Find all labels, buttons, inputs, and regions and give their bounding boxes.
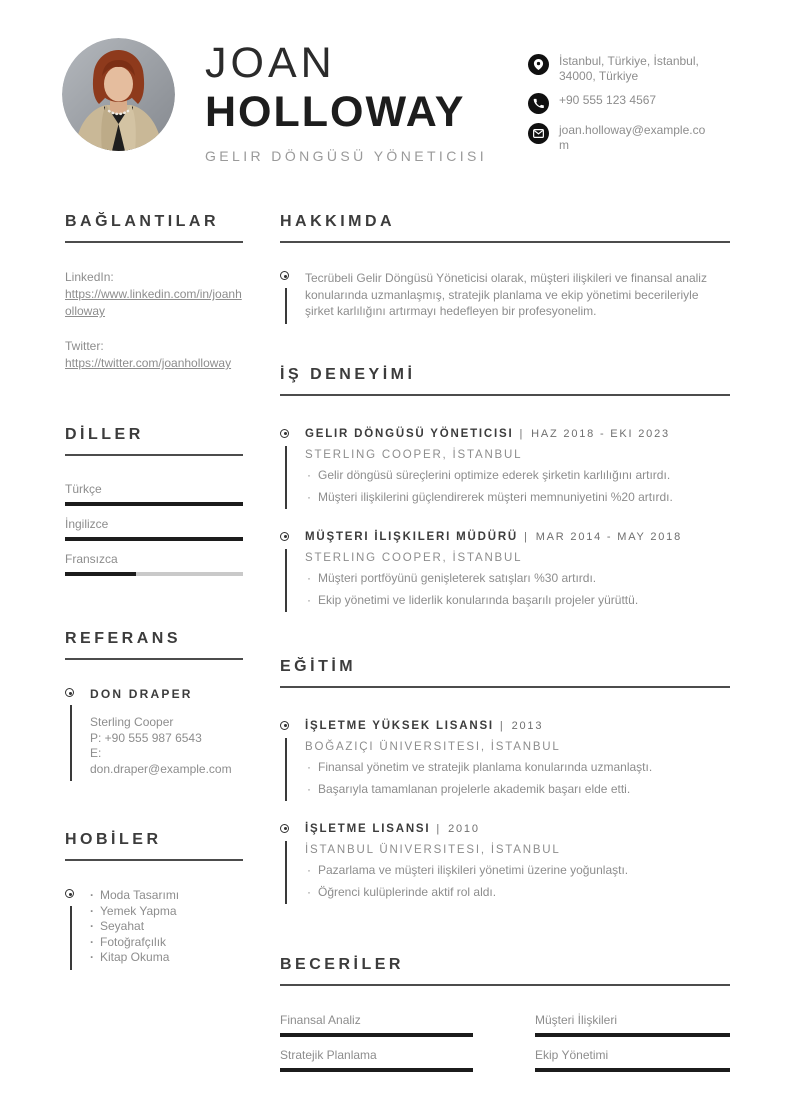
phone-icon xyxy=(528,93,549,114)
experience-dates: | HAZ 2018 - EKI 2023 xyxy=(513,428,669,440)
profile-photo xyxy=(62,38,175,151)
timeline-bullet-icon xyxy=(280,271,289,280)
timeline-bullet-icon xyxy=(280,532,289,541)
last-name: HOLLOWAY xyxy=(205,88,466,136)
education-entry xyxy=(280,720,730,797)
skill-level-bar xyxy=(280,1033,473,1037)
experience-entry xyxy=(280,428,730,505)
timeline-line xyxy=(285,288,287,324)
language-level-bar xyxy=(65,502,243,506)
contact-phone-row xyxy=(528,93,738,114)
timeline-line xyxy=(70,906,72,970)
section-experience xyxy=(280,366,730,608)
email-text: joan.holloway@example.com xyxy=(559,123,706,152)
language-name: Türkçe xyxy=(65,482,102,496)
experience-title-row xyxy=(305,428,730,440)
skills-grid xyxy=(280,1013,730,1072)
education-title: İŞLETME YÜKSEK LISANSI xyxy=(305,719,494,732)
link-item-twitter xyxy=(65,338,243,372)
experience-heading: İŞ DENEYİMİ xyxy=(280,366,730,396)
hobbies-entry xyxy=(65,888,243,966)
reference-email: E: don.draper@example.com xyxy=(90,746,232,776)
education-school: BOĞAZIÇI ÜNIVERSITESI, İSTANBUL xyxy=(305,740,561,753)
education-title-row xyxy=(305,720,730,732)
link-label: LinkedIn: xyxy=(65,270,114,284)
linkedin-link[interactable]: https://www.linkedin.com/in/joanholloway xyxy=(65,287,242,318)
twitter-link[interactable]: https://twitter.com/joanholloway xyxy=(65,356,232,370)
experience-bullet: · Müşteri ilişkilerini güçlendirerek müşteri memnuniyetini %20 artırdı. xyxy=(305,490,730,505)
hobby-item: · Moda Tasarımı xyxy=(90,888,243,904)
hobbies-list xyxy=(90,888,243,966)
section-hobbies xyxy=(65,831,243,966)
skill-level-bar xyxy=(535,1033,730,1037)
hobby-item: · Yemek Yapma xyxy=(90,904,243,920)
language-item xyxy=(65,482,243,506)
section-education xyxy=(280,658,730,900)
experience-bullet: · Ekip yönetimi ve liderlik konularında başarılı projeler yürüttü. xyxy=(305,593,730,608)
education-dates: | 2013 xyxy=(494,720,543,732)
main-column xyxy=(280,213,730,1072)
skill-name: Finansal Analiz xyxy=(280,1012,361,1027)
timeline-bullet-icon xyxy=(280,721,289,730)
connections-heading: BAĞLANTILAR xyxy=(65,213,243,243)
section-skills xyxy=(280,956,730,1072)
contact-location-row xyxy=(528,54,738,84)
languages-list xyxy=(65,482,243,576)
name-block xyxy=(205,39,488,165)
location-text: İstanbul, Türkiye, İstanbul, 34000, Türkiye xyxy=(559,54,699,83)
skills-heading: BECERİLER xyxy=(280,956,730,986)
experience-company: STERLING COOPER, İSTANBUL xyxy=(305,448,523,461)
reference-company: Sterling Cooper xyxy=(90,715,174,729)
hobbies-heading: HOBİLER xyxy=(65,831,243,861)
about-text: Tecrübeli Gelir Döngüsü Yöneticisi olarak, müşteri ilişkileri ve finansal analiz konularında uzmanlaşmış, stratejik planlama ve ekip yönetimi becerileriyle şirket karlılığını artırmayı hedefleyen bir profesyonelim. xyxy=(305,271,707,318)
experience-bullet: · Müşteri portföyünü genişleterek satışları %30 artırdı. xyxy=(305,571,730,586)
experience-bullets xyxy=(305,571,730,608)
section-connections xyxy=(65,213,243,372)
experience-entry xyxy=(280,531,730,608)
profile-photo-illustration xyxy=(62,38,175,151)
reference-phone: P: +90 555 987 6543 xyxy=(90,730,202,745)
skill-item xyxy=(280,1013,473,1037)
education-dates: | 2010 xyxy=(430,823,479,835)
hobby-item: · Seyahat xyxy=(90,919,243,935)
timeline-line xyxy=(285,549,287,612)
job-title: GELIR DÖNGÜSÜ YÖNETICISI xyxy=(205,148,488,165)
experience-title: MÜŞTERI İLIŞKILERI MÜDÜRÜ xyxy=(305,530,519,543)
education-bullets xyxy=(305,863,730,900)
education-school: İSTANBUL ÜNIVERSITESI, İSTANBUL xyxy=(305,843,561,856)
section-reference xyxy=(65,630,243,777)
skill-item xyxy=(535,1013,730,1037)
contact-info xyxy=(528,54,738,153)
skill-item xyxy=(280,1048,473,1072)
timeline-bullet-icon xyxy=(280,429,289,438)
section-about xyxy=(280,213,730,320)
hobby-item: · Fotoğrafçılık xyxy=(90,935,243,951)
first-name: JOAN xyxy=(205,39,336,87)
experience-title: GELIR DÖNGÜSÜ YÖNETICISI xyxy=(305,427,514,440)
skill-name: Stratejik Planlama xyxy=(280,1047,377,1062)
skill-name: Ekip Yönetimi xyxy=(535,1047,609,1062)
timeline-line xyxy=(70,705,72,781)
reference-details xyxy=(90,715,243,777)
timeline-bullet-icon xyxy=(280,824,289,833)
education-title-row xyxy=(305,823,730,835)
about-entry xyxy=(280,270,730,320)
education-entry xyxy=(280,823,730,900)
skill-level-bar xyxy=(280,1068,473,1072)
experience-bullets xyxy=(305,468,730,505)
reference-entry xyxy=(65,687,243,777)
timeline-line xyxy=(285,738,287,801)
reference-heading: REFERANS xyxy=(65,630,243,660)
language-level-bar xyxy=(65,537,243,541)
timeline-line xyxy=(285,841,287,904)
link-label: Twitter: xyxy=(65,339,104,353)
hobby-item: · Kitap Okuma xyxy=(90,950,243,966)
phone-text: +90 555 123 4567 xyxy=(559,93,657,107)
experience-title-row xyxy=(305,531,730,543)
language-name: Fransızca xyxy=(65,552,118,566)
languages-heading: DİLLER xyxy=(65,426,243,456)
contact-email-row xyxy=(528,123,738,153)
sidebar xyxy=(65,213,243,966)
timeline-bullet-icon xyxy=(65,688,74,697)
skill-name: Müşteri İlişkileri xyxy=(535,1012,618,1027)
skill-item xyxy=(535,1048,730,1072)
about-heading: HAKKIMDA xyxy=(280,213,730,243)
education-heading: EĞİTİM xyxy=(280,658,730,688)
education-bullet: · Başarıyla tamamlanan projelerle akademik başarı elde etti. xyxy=(305,782,730,797)
section-languages xyxy=(65,426,243,576)
language-name: İngilizce xyxy=(65,517,109,531)
education-bullet: · Finansal yönetim ve stratejik planlama konularında uzmanlaştı. xyxy=(305,760,730,775)
education-bullets xyxy=(305,760,730,797)
language-level-bar xyxy=(65,572,243,576)
location-icon xyxy=(528,54,549,75)
education-bullet: · Öğrenci kulüplerinde aktif rol aldı. xyxy=(305,885,730,900)
experience-company: STERLING COOPER, İSTANBUL xyxy=(305,551,523,564)
skill-level-bar xyxy=(535,1068,730,1072)
education-title: İŞLETME LISANSI xyxy=(305,822,431,835)
education-bullet: · Pazarlama ve müşteri ilişkileri yönetimi üzerine yoğunlaştı. xyxy=(305,863,730,878)
timeline-line xyxy=(285,446,287,509)
language-item xyxy=(65,552,243,576)
experience-dates: | MAR 2014 - MAY 2018 xyxy=(518,531,682,543)
timeline-bullet-icon xyxy=(65,889,74,898)
reference-name: DON DRAPER xyxy=(90,687,193,701)
link-item-linkedin xyxy=(65,269,243,320)
experience-bullet: · Gelir döngüsü süreçlerini optimize ederek şirketin karlılığını artırdı. xyxy=(305,468,730,483)
language-item xyxy=(65,517,243,541)
email-icon xyxy=(528,123,549,144)
